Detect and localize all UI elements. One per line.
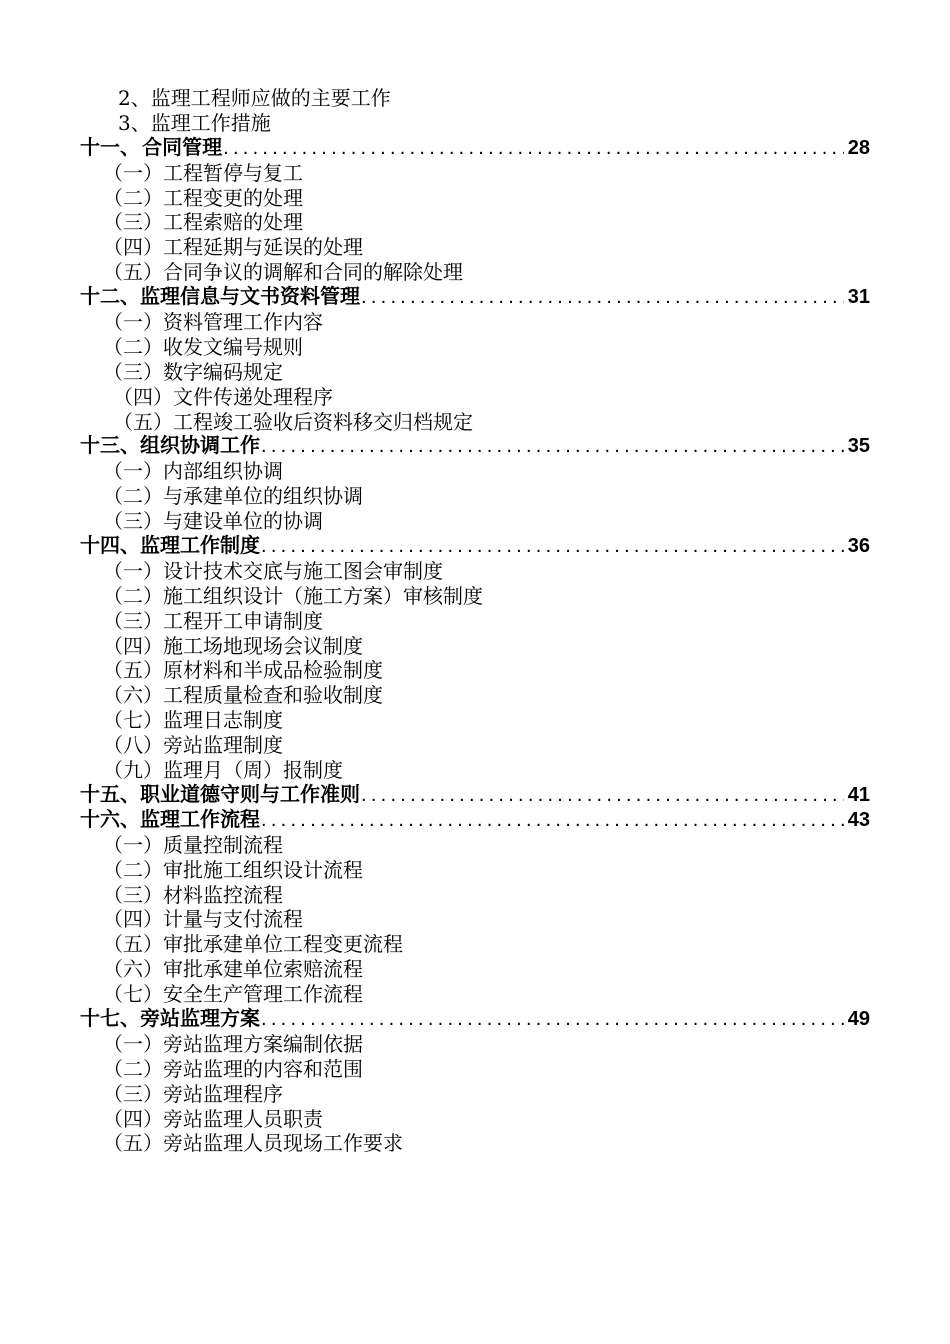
toc-heading-title: 合同管理 — [142, 136, 223, 159]
toc-heading — [0, 136, 870, 161]
toc-page-number: 28 — [847, 136, 870, 159]
toc-subitem: （三）工程开工申请制度 — [103, 608, 323, 633]
toc-subitem: （六）审批承建单位索赔流程 — [103, 957, 363, 982]
toc-subitem: 2、监理工程师应做的主要工作 — [118, 86, 391, 110]
toc-subitem: （四）计量与支付流程 — [103, 907, 303, 932]
toc-subitem: （六）工程质量检查和验收制度 — [103, 683, 383, 708]
toc-heading-title: 监理工作制度 — [140, 535, 260, 558]
toc-subitem: （五）旁站监理人员现场工作要求 — [103, 1131, 403, 1156]
toc-dot-leader — [260, 434, 844, 459]
toc-heading-number: 十二、 — [80, 286, 140, 309]
toc-heading — [0, 534, 870, 559]
toc-subitem: （一）设计技术交底与施工图会审制度 — [103, 558, 443, 583]
toc-dot-leader — [260, 534, 844, 559]
toc-dot-leader — [222, 136, 844, 161]
toc-subitem: （一）内部组织协调 — [103, 459, 283, 484]
toc-subitem: （四）文件传递处理程序 — [113, 384, 333, 409]
toc-heading — [0, 434, 870, 459]
toc-heading-title: 旁站监理方案 — [140, 1007, 260, 1030]
toc-subitem: （二）审批施工组织设计流程 — [103, 857, 363, 882]
toc-subitem: （四）旁站监理人员职责 — [103, 1106, 323, 1131]
toc-dot-leader — [360, 783, 844, 808]
toc-subitem: （一）旁站监理方案编制依据 — [103, 1031, 363, 1056]
toc-heading-title: 监理工作流程 — [140, 808, 260, 831]
toc-subitem: （三）旁站监理程序 — [103, 1081, 283, 1106]
toc-subitem: （四）施工场地现场会议制度 — [103, 633, 363, 658]
toc-heading-title: 职业道德守则与工作准则 — [140, 783, 360, 806]
toc-subitem: （九）监理月（周）报制度 — [103, 758, 343, 783]
toc-heading-number: 十六、 — [80, 808, 140, 831]
toc-heading-number: 十一、 — [80, 136, 140, 159]
toc-heading-number: 十四、 — [80, 535, 140, 558]
toc-subitem: （五）原材料和半成品检验制度 — [103, 658, 383, 683]
toc-subitem: （三）数字编码规定 — [103, 359, 283, 384]
toc-subitem: （五）工程竣工验收后资料移交归档规定 — [113, 409, 473, 434]
toc-heading — [0, 285, 870, 310]
toc-subitem: （二）旁站监理的内容和范围 — [103, 1056, 363, 1081]
toc-subitem: （五）审批承建单位工程变更流程 — [103, 932, 403, 957]
toc-page-number: 36 — [847, 535, 870, 558]
toc-subitem: （二）收发文编号规则 — [103, 334, 303, 359]
toc-subitem: （七）安全生产管理工作流程 — [103, 982, 363, 1007]
toc-page-number: 35 — [847, 435, 870, 458]
toc-heading-number: 十七、 — [80, 1007, 140, 1030]
toc-subitem: （三）材料监控流程 — [103, 882, 283, 907]
toc-page-number: 49 — [847, 1007, 870, 1030]
toc-page-number: 43 — [847, 808, 870, 831]
toc-subitem: （五）合同争议的调解和合同的解除处理 — [103, 260, 463, 285]
toc-subitem: （八）旁站监理制度 — [103, 733, 283, 758]
toc-subitem: （四）工程延期与延误的处理 — [103, 235, 363, 260]
toc-dot-leader — [260, 808, 844, 833]
toc-page-number: 31 — [847, 286, 870, 309]
toc-heading-number: 十三、 — [80, 435, 140, 458]
toc-subitem: （三）工程索赔的处理 — [103, 210, 303, 235]
toc-heading-title: 组织协调工作 — [140, 435, 260, 458]
toc-dot-leader — [360, 285, 844, 310]
toc-heading — [0, 783, 870, 808]
toc-subitem: （一）质量控制流程 — [103, 832, 283, 857]
toc-heading-number: 十五、 — [80, 783, 140, 806]
toc-heading-title: 监理信息与文书资料管理 — [140, 286, 360, 309]
toc-subitem: （七）监理日志制度 — [103, 708, 283, 733]
toc-subitem: （二）施工组织设计（施工方案）审核制度 — [103, 583, 483, 608]
toc-dot-leader — [260, 1007, 844, 1032]
toc-subitem: （二）工程变更的处理 — [103, 185, 303, 210]
toc-subitem: （三）与建设单位的协调 — [103, 509, 323, 534]
toc-subitem: （一）工程暂停与复工 — [103, 160, 303, 185]
toc-subitem: 3、监理工作措施 — [118, 110, 271, 135]
toc-heading — [0, 1007, 870, 1032]
toc-heading — [0, 808, 870, 833]
toc-subitem: （二）与承建单位的组织协调 — [103, 484, 363, 509]
toc-page-number: 41 — [847, 783, 870, 806]
table-of-contents — [0, 86, 950, 1156]
toc-subitem: （一）资料管理工作内容 — [103, 310, 323, 335]
